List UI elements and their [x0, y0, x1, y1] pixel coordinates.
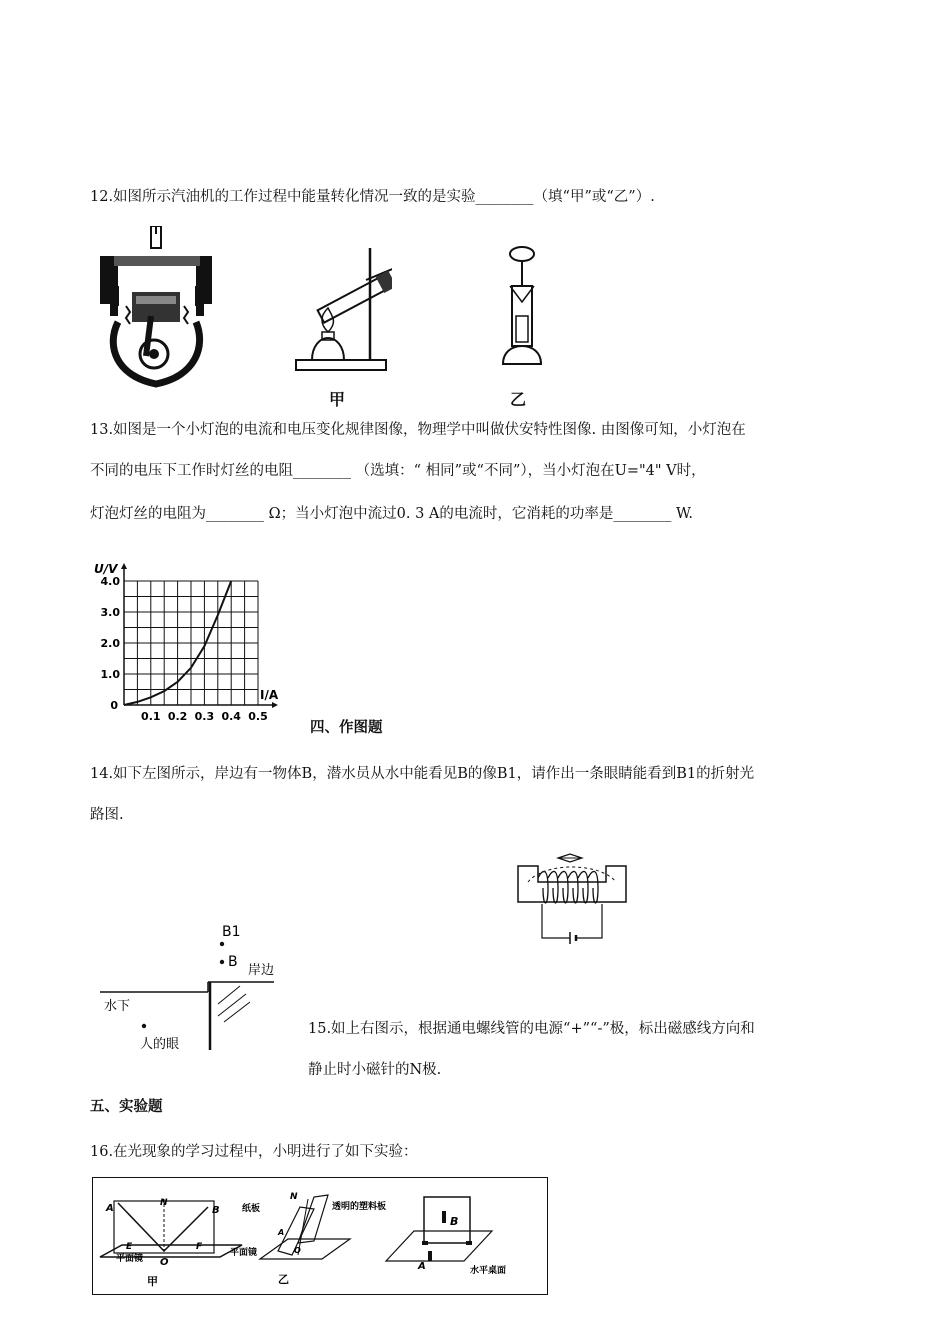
- y-tick-label: 1.0: [100, 668, 120, 681]
- svg-text:A: A: [418, 1261, 426, 1272]
- q14-line2: 路图.: [90, 807, 124, 823]
- svg-text:水平桌面: 水平桌面: [470, 1266, 507, 1276]
- solenoid-figure: [514, 852, 630, 946]
- label-b1: B1: [222, 924, 241, 940]
- svg-text:B: B: [450, 1215, 459, 1228]
- q12-text: 12.如图所示汽油机的工作过程中能量转化情况一致的是实验________（填“甲”或“乙”）.: [90, 189, 655, 205]
- q13-line2: 不同的电压下工作时灯丝的电阻________ （选填：“ 相同”或“不同”），当小灯泡在U="4" V时，: [90, 463, 706, 479]
- y-tick-label: 3.0: [100, 606, 120, 619]
- section4-title: 四、作图题: [310, 720, 383, 736]
- svg-text:平面镜: 平面镜: [116, 1254, 144, 1264]
- iv-chart: [86, 560, 306, 720]
- svg-text:乙: 乙: [278, 1273, 289, 1286]
- svg-text:A: A: [106, 1203, 114, 1214]
- label-eye: 人的眼: [140, 1037, 180, 1052]
- y-axis-label: U/V: [94, 562, 118, 576]
- y-tick-label: 4.0: [100, 575, 120, 588]
- svg-text:B: B: [212, 1205, 220, 1216]
- label-shore: 岸边: [248, 963, 275, 978]
- q16-text: 16.在光现象的学习过程中，小明进行了如下实验：: [90, 1144, 418, 1160]
- point-b1: [220, 942, 224, 946]
- svg-text:A: A: [278, 1228, 285, 1237]
- x-axis-arrow: [272, 702, 278, 708]
- svg-text:E: E: [126, 1242, 133, 1252]
- section5-title: 五、实验题: [90, 1099, 163, 1115]
- svg-text:O: O: [160, 1257, 169, 1268]
- origin-label: 0: [110, 699, 118, 712]
- x-tick-label: 0.1: [141, 710, 161, 720]
- point-b: [220, 960, 224, 964]
- y-tick-label: 2.0: [100, 637, 120, 650]
- q13-line1: 13.如图是一个小灯泡的电流和电压变化规律图像，物理学中叫做伏安特性图像. 由图像可知，小灯泡在: [90, 422, 746, 438]
- label-water: 水下: [104, 999, 131, 1014]
- point-eye: [142, 1024, 146, 1028]
- svg-text:平面镜: 平面镜: [230, 1248, 258, 1258]
- y-axis-arrow: [121, 563, 127, 569]
- x-tick-label: 0.4: [221, 710, 241, 720]
- svg-text:N: N: [290, 1192, 298, 1202]
- svg-text:甲: 甲: [147, 1275, 158, 1288]
- x-axis-label: I/A: [260, 688, 279, 702]
- experiment-figure: [92, 1177, 548, 1295]
- svg-text:纸板: 纸板: [242, 1204, 261, 1214]
- x-tick-label: 0.2: [167, 710, 188, 720]
- x-tick-label: 0.3: [194, 710, 215, 720]
- figure-yi: [500, 246, 544, 370]
- svg-text:透明的塑料板: 透明的塑料板: [332, 1202, 387, 1212]
- svg-text:F: F: [196, 1242, 203, 1252]
- q13-line3: 灯泡灯丝的电阻为________ Ω；当小灯泡中流过0. 3 A的电流时，它消耗的功率是________ W.: [90, 506, 693, 522]
- q15-line2: 静止时小磁针的N极.: [308, 1062, 442, 1078]
- refraction-figure: [100, 918, 280, 1052]
- engine-figure: [96, 226, 218, 390]
- svg-text:O: O: [294, 1246, 301, 1255]
- figure-jia: [292, 238, 392, 378]
- label-b: B: [228, 954, 238, 970]
- q15-line1: 15.如上右图示，根据通电螺线管的电源“+”“-”极，标出磁感线方向和: [308, 1021, 755, 1037]
- x-tick-label: 0.5: [248, 710, 268, 720]
- label-jia: 甲: [329, 390, 346, 409]
- svg-text:N: N: [160, 1198, 168, 1208]
- q14-line1: 14.如下左图所示，岸边有一物体B，潜水员从水中能看见B的像B1，请作出一条眼睛能看到B1的折射光: [90, 766, 755, 782]
- label-yi: 乙: [510, 390, 527, 409]
